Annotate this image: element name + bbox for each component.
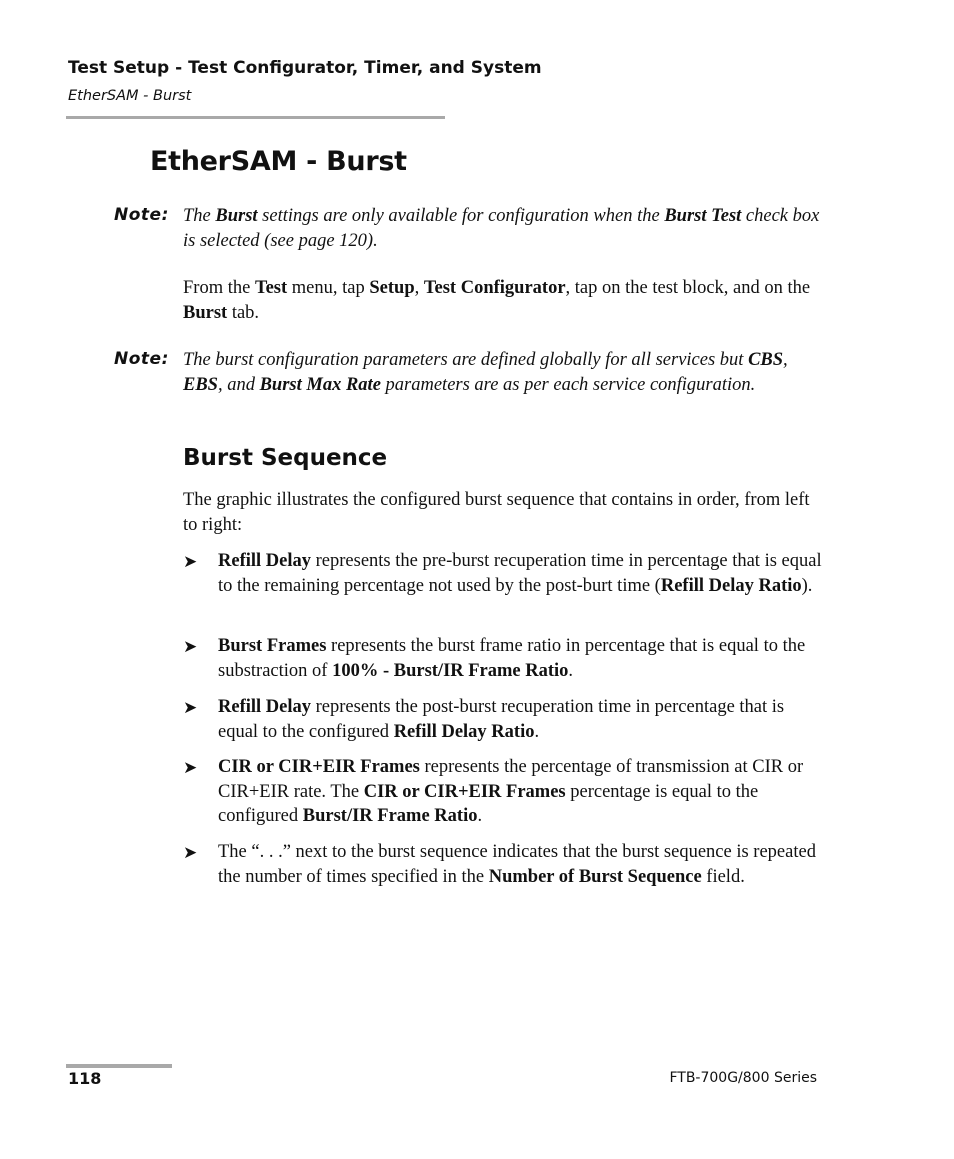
list-item: Refill Delay represents the post-burst recuperation time in percentage that is equal to the configured Refill Delay Ratio.	[218, 697, 785, 742]
note-label: Note:	[114, 205, 169, 225]
bullet-arrow-icon: ➤	[183, 552, 198, 571]
note-text: The Burst settings are only available for configuration when the Burst Test check box is selected (see page 120).	[183, 206, 820, 251]
bullet-arrow-icon: ➤	[183, 637, 198, 656]
running-header-subtitle: EtherSAM - Burst	[68, 88, 192, 104]
note-text: The burst configuration parameters are defined globally for all services but CBS, EBS, and Burst Max Rate parameters are as per each service configuration.	[183, 350, 788, 395]
header-rule	[66, 116, 445, 119]
list-item: The “. . .” next to the burst sequence indicates that the burst sequence is repeated the number of times specified in the Number of Burst Sequence field.	[218, 842, 816, 887]
list-item: Refill Delay represents the pre-burst recuperation time in percentage that is equal to the remaining percentage not used by the post-burt time (Refill Delay Ratio).	[218, 551, 822, 596]
instruction-paragraph: From the Test menu, tap Setup, Test Configurator, tap on the test block, and on the Burst tab.	[183, 278, 811, 323]
bullet-arrow-icon: ➤	[183, 758, 198, 777]
bullet-arrow-icon: ➤	[183, 698, 198, 717]
note-label: Note:	[114, 349, 169, 369]
bullet-arrow-icon: ➤	[183, 843, 198, 862]
page-title: EtherSAM - Burst	[150, 146, 407, 177]
footer-rule	[66, 1064, 172, 1068]
section-heading: Burst Sequence	[183, 445, 388, 471]
page-number: 118	[68, 1069, 102, 1088]
section-intro: The graphic illustrates the configured burst sequence that contains in order, from left to right:	[183, 490, 810, 535]
product-series: FTB-700G/800 Series	[669, 1070, 817, 1086]
running-header-title: Test Setup - Test Configurator, Timer, and System	[68, 58, 542, 78]
list-item: CIR or CIR+EIR Frames represents the percentage of transmission at CIR or CIR+EIR rate. The CIR or CIR+EIR Frames percentage is equal to the configured Burst/IR Frame Ratio.	[218, 757, 804, 826]
list-item: Burst Frames represents the burst frame ratio in percentage that is equal to the substraction of 100% - Burst/IR Frame Ratio.	[218, 636, 806, 681]
